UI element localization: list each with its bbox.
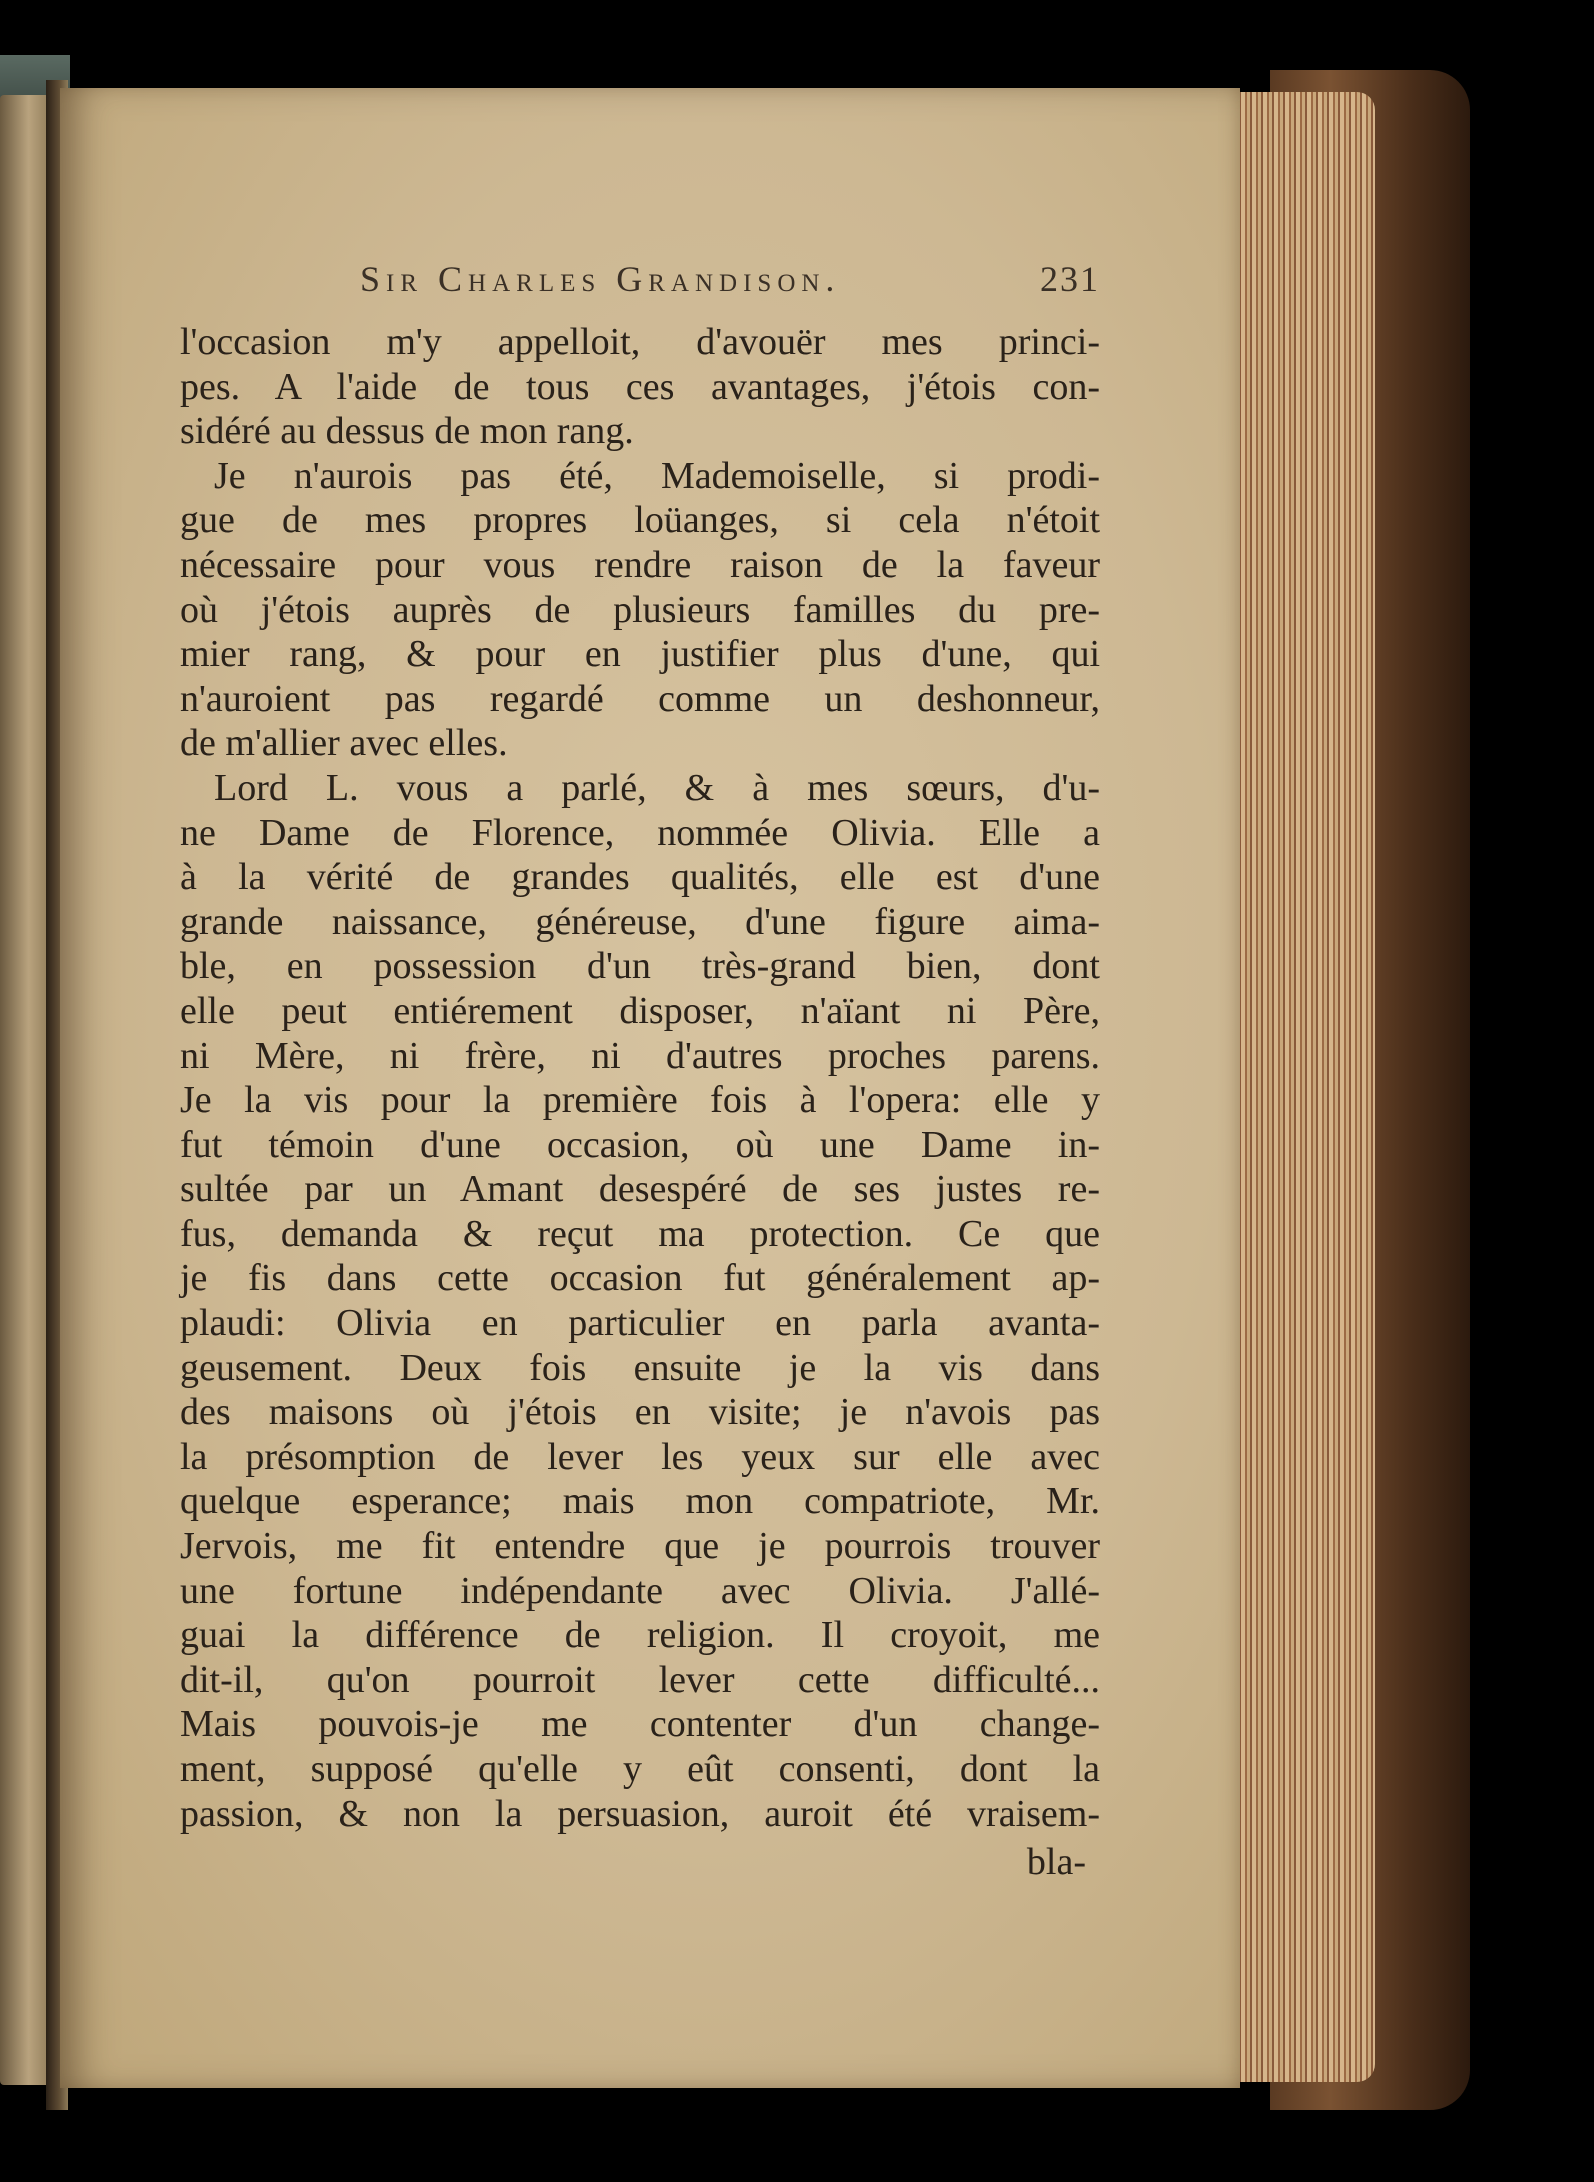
text-line: n'auroient pas regardé comme un deshonneur, xyxy=(180,677,1100,720)
running-head xyxy=(180,258,1100,318)
text-line: elle peut entiérement disposer, n'aïant ni Père, xyxy=(180,989,1100,1032)
running-title: Sir Charles Grandison. xyxy=(360,259,841,299)
page-edges xyxy=(1225,92,1375,2082)
text-line: de m'allier avec elles. xyxy=(180,722,508,765)
text-line: ment, supposé qu'elle y eût consenti, dont la xyxy=(180,1748,1100,1790)
text-line: des maisons où j'étois en visite; je n'avois pas xyxy=(180,1391,1100,1434)
text-line: ble, en possession d'un très-grand bien, dont xyxy=(180,945,1100,988)
text-line: dit-il, qu'on pourroit lever cette difficulté... xyxy=(180,1658,1100,1701)
text-line: Je n'aurois pas été, Mademoiselle, si prodi- xyxy=(214,454,1100,497)
verso-page-edge xyxy=(0,95,52,2085)
text-line: ni Mère, ni frère, ni d'autres proches parens. xyxy=(180,1034,1100,1077)
text-block xyxy=(180,320,1100,1836)
text-line: Lord L. vous a parlé, & à mes sœurs, d'u- xyxy=(214,766,1100,809)
text-line: ne Dame de Florence, nommée Olivia. Elle a xyxy=(180,811,1100,854)
text-line: plaudi: Olivia en particulier en parla avanta- xyxy=(180,1302,1100,1345)
text-line: la présomption de lever les yeux sur elle avec xyxy=(180,1435,1100,1478)
catchword: bla- xyxy=(1026,1841,1086,1884)
text-line: mier rang, & pour en justifier plus d'une, qui xyxy=(180,633,1100,676)
text-line: sultée par un Amant desespéré de ses justes re- xyxy=(180,1168,1100,1211)
text-line: gue de mes propres loüanges, si cela n'étoit xyxy=(180,499,1100,542)
text-line: fus, demanda & reçut ma protection. Ce que xyxy=(180,1212,1100,1255)
text-line: passion, & non la persuasion, auroit été vraisem- xyxy=(180,1792,1100,1835)
text-line: je fis dans cette occasion fut généralement ap- xyxy=(180,1257,1100,1300)
text-line: sidéré au dessus de mon rang. xyxy=(180,410,634,453)
recto-page xyxy=(60,88,1240,2088)
text-line: pes. A l'aide de tous ces avantages, j'étois con- xyxy=(180,365,1100,408)
text-line: l'occasion m'y appelloit, d'avouër mes princi- xyxy=(180,321,1100,363)
text-line: grande naissance, généreuse, d'une figure aima- xyxy=(180,900,1100,943)
page-number: 231 xyxy=(1040,259,1100,299)
text-line: guai la différence de religion. Il croyoit, me xyxy=(180,1614,1100,1657)
text-line: une fortune indépendante avec Olivia. J'allé- xyxy=(180,1569,1100,1612)
text-line: Jervois, me fit entendre que je pourrois trouver xyxy=(180,1525,1100,1568)
text-line: quelque esperance; mais mon compatriote, Mr. xyxy=(180,1480,1100,1523)
text-line: geusement. Deux fois ensuite je la vis dans xyxy=(180,1346,1100,1389)
text-line: fut témoin d'une occasion, où une Dame in- xyxy=(180,1123,1100,1166)
text-line: où j'étois auprès de plusieurs familles du pre- xyxy=(180,588,1100,631)
text-line: nécessaire pour vous rendre raison de la faveur xyxy=(180,543,1100,586)
text-line: Je la vis pour la première fois à l'opera: elle y xyxy=(180,1079,1100,1122)
page-content xyxy=(180,258,1100,1885)
text-line: à la vérité de grandes qualités, elle est d'une xyxy=(180,856,1100,899)
text-line: Mais pouvois-je me contenter d'un change- xyxy=(180,1703,1100,1746)
